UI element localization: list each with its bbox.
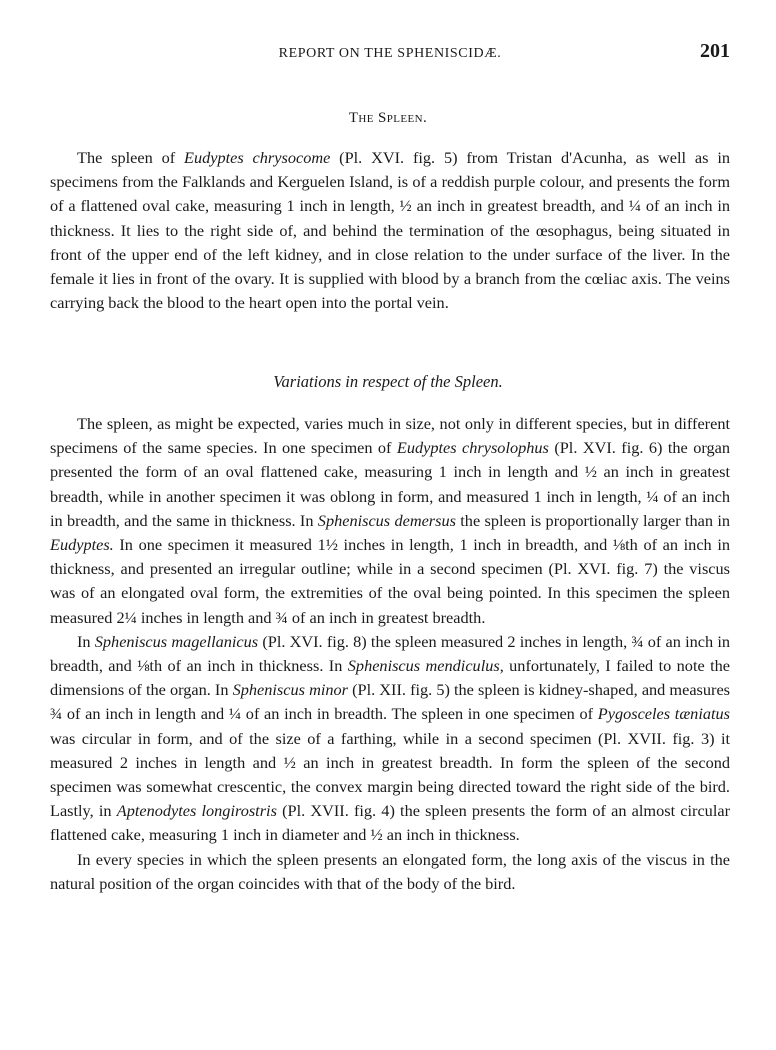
paragraph [50,630,730,848]
text-run: the spleen is proportionally larger than in [455,510,731,530]
text-run: (Pl. XVI. fig. 5) from Tristan d'Acunha, as well as in specimens from the Falklands and Kerguelen Island, is of a reddish purple colour, and presents the form of a flattened oval cake, measuring 1 inch in length, ½ an inch in greatest breadth, and ¼ of an inch in thickness. It lies to the right side of, and behind the termination of the œsophagus, being situated in front of the upper end of the left kidney, and in close relation to the under surface of the liver. In the female it lies in front of the ovary. It is supplied with blood by a branch from the cœliac axis. The veins carrying back the blood to the heart open into the portal vein. [50,148,730,313]
species-name: Pygosceles tæniatus [597,704,730,724]
text-run: was circular in form, and of the size of a farthing, while in a second specimen (Pl. XVII. fig. 3) it measured 2 inches in length and ½ an inch in greatest breadth. In form the spleen of the second specimen was somewhat crescentic, the convex margin being directed toward the right side of the bird. Lastly, in [50,728,730,821]
paragraph [50,848,730,896]
text-run: (Pl. XVI. fig. 6) the organ presented the form of an oval flattened cake, measuring 1 inch in length and ½ an inch in greatest breadth, while in another specimen it was oblong in form, and measured 1 inch in length, ¼ of an inch in breadth, and the same in thickness. In [50,438,730,530]
subsection-title [0,372,776,392]
species-name: Aptenodytes longirostris [116,801,277,821]
text-run: The spleen of [77,148,185,167]
section-title [0,110,776,127]
text-run: In [77,631,95,651]
text-run: (Pl. XII. fig. 5) the spleen is kidney-shaped, and measures ¾ of an inch in length and ¼ of an inch in breadth. The spleen in one specimen of [50,680,731,724]
running-header [50,40,730,70]
text-run: (Pl. XVI. fig. 8) the spleen measured 2 inches in length, ¾ of an inch in breadth, and ⅛th of an inch in thickness. In [50,631,730,676]
paragraph-spleen-description [50,146,730,315]
species-name: Eudyptes chrysocome [184,148,331,167]
species-name: Spheniscus minor [232,680,348,700]
subsection-title-text: Variations in respect of the Spleen. [273,372,503,391]
paragraphs-variations [50,412,730,896]
text-run: (Pl. XVII. fig. 4) the spleen presents the form of an almost circular flattened cake, measuring 1 inch in diameter and ½ an inch in thickness. [50,801,730,845]
text-run: In one specimen it measured 1½ inches in length, 1 inch in breadth, and ⅛th of an inch in thickness, and presented an irregular outline; while in a second specimen (Pl. XVI. fig. 7) the viscus was of an elongated oval form, the extremities of the oval being pointed. In this specimen the spleen measured 2¼ inches in length and ¾ of an inch in greatest breadth. [50,535,730,627]
species-name: Spheniscus magellanicus [94,631,259,651]
running-title: REPORT ON THE SPHENISCIDÆ. [278,46,502,61]
paragraph [50,146,730,315]
species-name: Spheniscus mendiculus, [347,656,504,676]
species-name: Spheniscus demersus [317,510,456,530]
species-name: Eudyptes chrysolophus [396,438,549,458]
text-run: In every species in which the spleen presents an elongated form, the long axis of the viscus in the natural position of the organ coincides with that of the body of the bird. [50,849,730,893]
page-number: 201 [700,40,730,62]
paragraph [50,412,730,630]
genus-name: Eudyptes. [50,535,114,555]
text-run: unfortunately, I failed to note the dimensions of the organ. In [50,656,730,700]
section-title-text: The Spleen. [348,110,428,126]
text-run: The spleen, as might be expected, varies much in size, not only in different species, but in different specimens of the same species. In one specimen of [50,414,730,458]
